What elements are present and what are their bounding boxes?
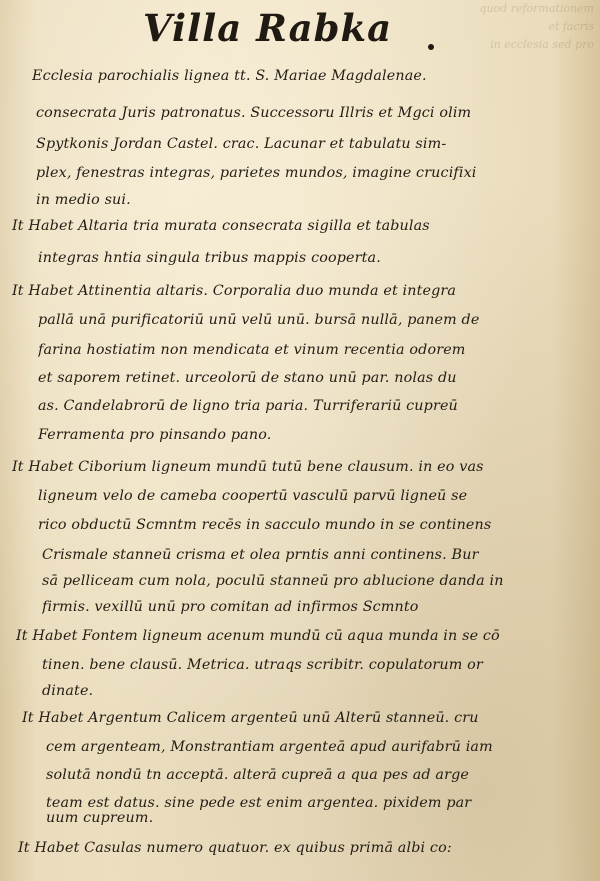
- text-line: It Habet Argentum Calicem argenteū unū Alterū stanneū. cru: [22, 710, 479, 726]
- text-line: rico obductū Scmntm recēs in sacculo mundo in se continens: [38, 517, 492, 533]
- text-line: sā pelliceam cum nola, poculū stanneū pro ablucione danda in: [42, 573, 504, 589]
- text-line: solutā nondū tn acceptā. alterā cupreā a qua pes ad arge: [46, 767, 469, 783]
- text-line: tinen. bene clausū. Metrica. utraqs scribitr. copulatorum or: [42, 657, 483, 673]
- text-line: dinate.: [42, 683, 94, 699]
- text-line: consecrata Juris patronatus. Successoru Illris et Mgci olim: [36, 105, 472, 121]
- text-line: in medio sui.: [36, 192, 131, 208]
- text-line: as. Candelabrorū de ligno tria paria. Turriferariū cupreū: [38, 398, 458, 414]
- text-line: team est datus. sine pede est enim argentea. pixidem par: [46, 795, 472, 811]
- text-line: uum cupreum.: [46, 810, 154, 826]
- text-line: ligneum velo de cameba coopertū vasculū parvū ligneū se: [38, 488, 468, 504]
- page-title: Villa Rabka: [143, 6, 393, 50]
- text-line: It Habet Casulas numero quatuor. ex quibus primā albi co:: [18, 840, 452, 856]
- text-line: et saporem retinet. urceolorū de stano unū par. nolas du: [38, 370, 457, 386]
- text-line: Ecclesia parochialis lignea tt. S. Mariae Magdalenae.: [32, 68, 427, 84]
- bleed-through-line: quod reformationem: [479, 2, 594, 15]
- text-line: It Habet Fontem ligneum acenum mundū cū aqua munda in se cō: [16, 628, 500, 644]
- text-line: It Habet Ciborium ligneum mundū tutū bene clausum. in eo vas: [12, 459, 484, 475]
- text-line: cem argenteam, Monstrantiam argenteā apud aurifabrū iam: [46, 739, 493, 755]
- text-line: plex, fenestras integras, parietes mundos, imagine crucifixi: [36, 165, 477, 181]
- text-line: Ferramenta pro pinsando pano.: [38, 427, 272, 443]
- text-line: It Habet Attinentia altaris. Corporalia duo munda et integra: [12, 283, 457, 299]
- text-line: integras hntia singula tribus mappis cooperta.: [38, 250, 381, 266]
- text-line: Spytkonis Jordan Castel. crac. Lacunar et tabulatu sim-: [36, 136, 447, 152]
- text-line: pallā unā purificatoriū unū velū unū. bursā nullā, panem de: [38, 312, 480, 328]
- bleed-through-line: in ecclesia sed pro: [490, 38, 594, 51]
- text-line: firmis. vexillū unū pro comitan ad infirmos Scmnto: [42, 599, 419, 615]
- text-line: Crismale stanneū crisma et olea prntis anni continens. Bur: [42, 547, 479, 563]
- text-line: It Habet Altaria tria murata consecrata sigilla et tabulas: [12, 218, 430, 234]
- bleed-through-line: et facris: [548, 20, 594, 33]
- text-line: farina hostiatim non mendicata et vinum recentia odorem: [38, 342, 466, 358]
